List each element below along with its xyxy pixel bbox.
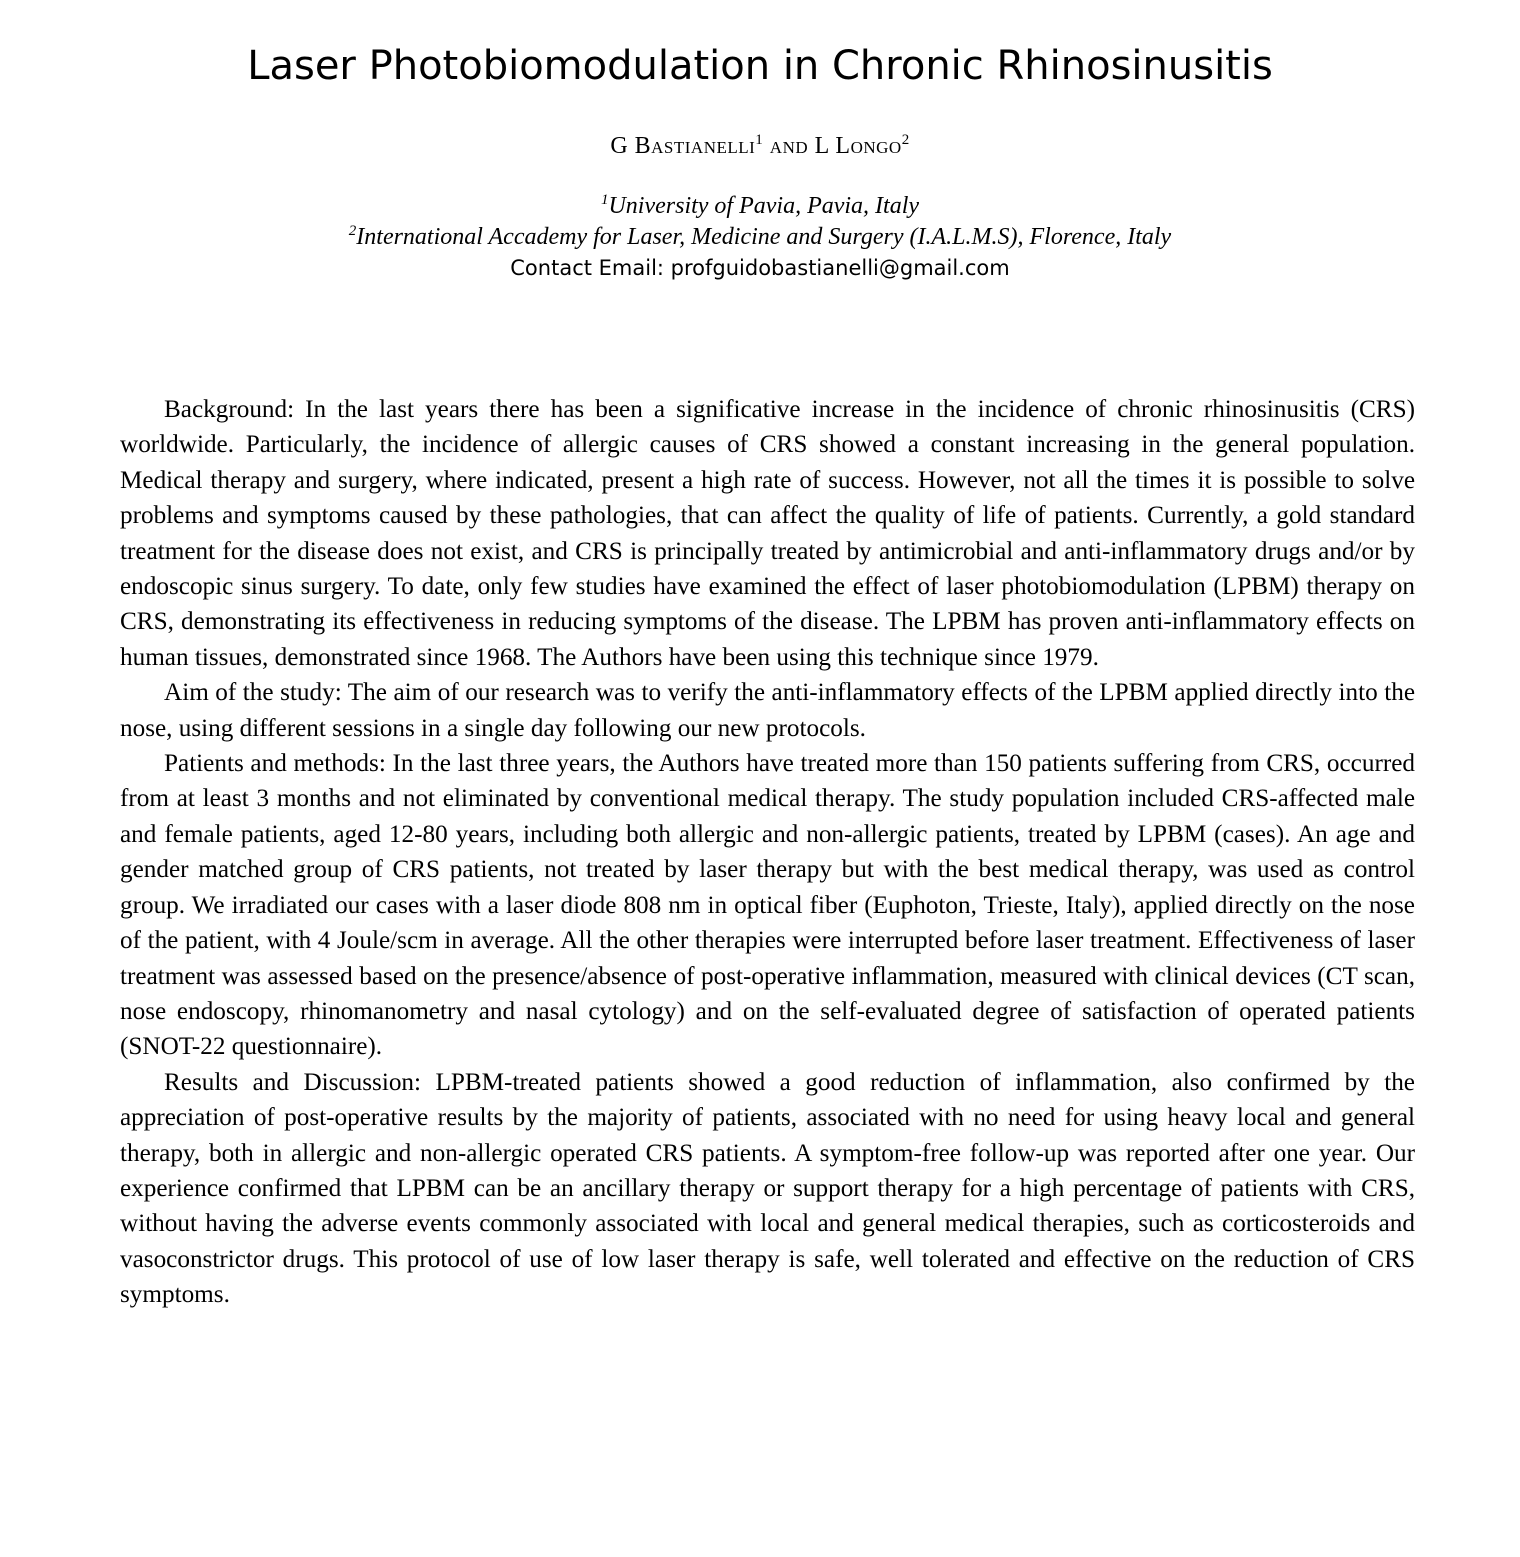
affiliation-marker: 2 <box>348 223 357 239</box>
affiliation-text: International Accademy for Laser, Medicine and Surgery (I.A.L.M.S), Florence, Italy <box>356 224 1172 250</box>
affiliation <box>0 191 1520 221</box>
contact-email: Contact Email: profguidobastianelli@gmail.com <box>510 256 1010 280</box>
paper-title: Laser Photobiomodulation in Chronic Rhinosinusitis <box>247 43 1273 89</box>
abstract-paragraph-background: Background: In the last years there has been a significative increase in the incidence of chronic rhinosinusitis (CRS) worldwide. Particularly, the incidence of allergic causes of CRS showed a constant increasing in the general population. Medical therapy and surgery, where indicated, present a high rate of success. However, not all the times it is possible to solve problems and symptoms caused by these pathologies, that can affect the quality of life of patients. Currently, a gold standard treatment for the disease does not exist, and CRS is principally treated by antimicrobial and anti-inflammatory drugs and/or by endoscopic sinus surgery. To date, only few studies have examined the effect of laser photobiomodulation (LPBM) therapy on CRS, demonstrating its effectiveness in reducing symptoms of the disease. The LPBM has proven anti-inflammatory effects on human tissues, demonstrated since 1968. The Authors have been using this technique since 1979. <box>120 396 1415 671</box>
abstract-paragraph-results: Results and Discussion: LPBM-treated patients showed a good reduction of inflammation, also confirmed by the appreciation of post-operative results by the majority of patients, associated with no need for using heavy local and general therapy, both in allergic and non-allergic operated CRS patients. A symptom-free follow-up was reported after one year. Our experience confirmed that LPBM can be an ancillary therapy or support therapy for a high percentage of patients with CRS, without having the adverse events commonly associated with local and general medical therapies, such as corticosteroids and vasoconstrictor drugs. This protocol of use of low laser therapy is safe, well tolerated and effective on the reduction of CRS symptoms. <box>120 1068 1415 1309</box>
abstract-body <box>120 392 1415 1313</box>
author-affiliation-marker: 1 <box>755 132 764 148</box>
abstract-paragraph-aim: Aim of the study: The aim of our research was to verify the anti-inflammatory effects of the LPBM applied directly into the nose, using different sessions in a single day following our new protocols. <box>120 679 1415 742</box>
author-name: L Longo <box>814 133 902 159</box>
abstract-paragraph-methods: Patients and methods: In the last three years, the Authors have treated more than 150 patients suffering from CRS, occurred from at least 3 months and not eliminated by conventional medical therapy. The study population included CRS-affected male and female patients, aged 12-80 years, including both allergic and non-allergic patients, treated by LPBM (cases). An age and gender matched group of CRS patients, not treated by laser therapy but with the best medical therapy, was used as control group. We irradiated our cases with a laser diode 808 nm in optical fiber (Euphoton, Trieste, Italy), applied directly on the nose of the patient, with 4 Joule/scm in average. All the other therapies were interrupted before laser treatment. Effectiveness of laser treatment was assessed based on the presence/absence of post-operative inflammation, measured with clinical devices (CT scan, nose endoscopy, rhinomanometry and nasal cytology) and on the self-evaluated degree of satisfaction of operated patients (SNOT-22 questionnaire). <box>120 750 1415 1061</box>
author-line <box>0 128 1520 164</box>
affiliation-text: University of Pavia, Pavia, Italy <box>608 193 920 219</box>
affiliation-marker: 1 <box>600 192 609 208</box>
author-affiliation-marker: 2 <box>901 132 910 148</box>
author-name: G Bastianelli <box>610 133 756 159</box>
affiliation <box>0 222 1520 252</box>
author-conjunction: and <box>769 133 809 159</box>
